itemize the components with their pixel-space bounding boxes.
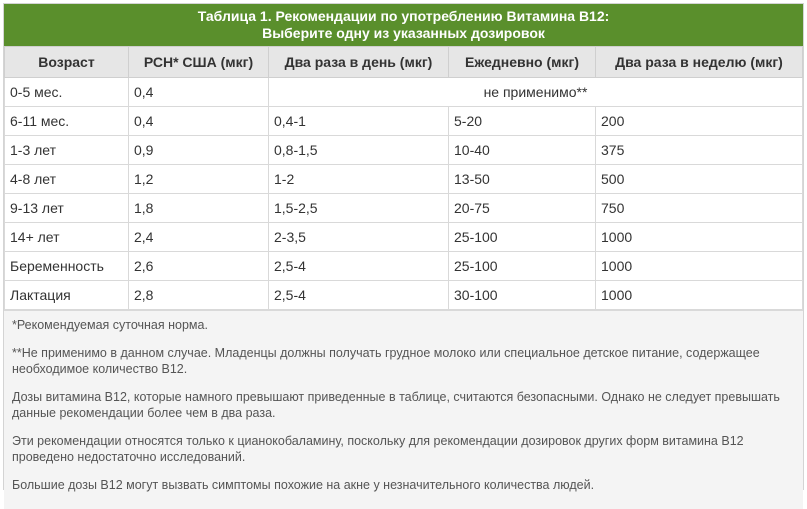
table-row bbox=[5, 78, 803, 107]
cell-twice-daily: 1,5-2,5 bbox=[269, 194, 449, 223]
header-age: Возраст bbox=[5, 47, 129, 78]
header-daily: Ежедневно (мкг) bbox=[449, 47, 596, 78]
cell-twice-weekly: 200 bbox=[596, 107, 803, 136]
cell-twice-daily: 0,8-1,5 bbox=[269, 136, 449, 165]
footnote-acne: Большие дозы В12 могут вызвать симптомы похожие на акне у незначительного количества людей. bbox=[12, 478, 595, 492]
cell-twice-weekly: 1000 bbox=[596, 252, 803, 281]
footnote-not-applicable: **Не применимо в данном случае. Младенцы должны получать грудное молоко или специальное детское питание, содержащее необходимое количество В12. bbox=[12, 346, 760, 376]
header-rsn: РСН* США (мкг) bbox=[129, 47, 269, 78]
dosage-table bbox=[4, 46, 803, 310]
table-row bbox=[5, 194, 803, 223]
cell-twice-weekly: 1000 bbox=[596, 281, 803, 310]
cell-rsn: 2,6 bbox=[129, 252, 269, 281]
cell-daily: 30-100 bbox=[449, 281, 596, 310]
cell-twice-weekly: 750 bbox=[596, 194, 803, 223]
cell-twice-weekly: 1000 bbox=[596, 223, 803, 252]
header-twice-weekly: Два раза в неделю (мкг) bbox=[596, 47, 803, 78]
header-twice-daily: Два раза в день (мкг) bbox=[269, 47, 449, 78]
table-row bbox=[5, 107, 803, 136]
table-title-line-1: Таблица 1. Рекомендации по употреблению Витамина В12: bbox=[197, 8, 610, 24]
table-row bbox=[5, 165, 803, 194]
footnote-high-doses-safety: Дозы витамина В12, которые намного превышают приведенные в таблице, считаются безопасными. Однако не следует превышать данные рекомендации более чем в два раза. bbox=[12, 390, 780, 420]
cell-twice-daily: 2-3,5 bbox=[269, 223, 449, 252]
cell-age: 9-13 лет bbox=[5, 194, 129, 223]
footnote-cyanocobalamin: Эти рекомендации относятся только к цианокобаламину, поскольку для рекомендации дозировок других форм витамина В12 проведено недостаточно исследований. bbox=[12, 434, 744, 464]
cell-rsn: 2,4 bbox=[129, 223, 269, 252]
footnote-rsn: *Рекомендуемая суточная норма. bbox=[12, 318, 208, 332]
cell-rsn: 0,4 bbox=[129, 107, 269, 136]
table-title bbox=[4, 4, 803, 46]
footnotes bbox=[4, 310, 803, 509]
table-title-line-2: Выберите одну из указанных дозировок bbox=[262, 25, 545, 41]
cell-daily: 20-75 bbox=[449, 194, 596, 223]
cell-daily: 25-100 bbox=[449, 252, 596, 281]
cell-twice-weekly: 500 bbox=[596, 165, 803, 194]
cell-twice-daily: 0,4-1 bbox=[269, 107, 449, 136]
cell-daily: 10-40 bbox=[449, 136, 596, 165]
cell-age: 0-5 мес. bbox=[5, 78, 129, 107]
cell-age: 4-8 лет bbox=[5, 165, 129, 194]
cell-daily: 5-20 bbox=[449, 107, 596, 136]
cell-not-applicable: не применимо** bbox=[269, 78, 803, 107]
table-row bbox=[5, 281, 803, 310]
cell-twice-daily: 2,5-4 bbox=[269, 281, 449, 310]
cell-daily: 13-50 bbox=[449, 165, 596, 194]
cell-rsn: 1,2 bbox=[129, 165, 269, 194]
cell-twice-daily: 2,5-4 bbox=[269, 252, 449, 281]
cell-age: 14+ лет bbox=[5, 223, 129, 252]
cell-rsn: 2,8 bbox=[129, 281, 269, 310]
cell-age: 6-11 мес. bbox=[5, 107, 129, 136]
cell-twice-daily: 1-2 bbox=[269, 165, 449, 194]
table-row bbox=[5, 252, 803, 281]
cell-age: Лактация bbox=[5, 281, 129, 310]
cell-rsn: 1,8 bbox=[129, 194, 269, 223]
cell-age: Беременность bbox=[5, 252, 129, 281]
table-row bbox=[5, 223, 803, 252]
vitamin-b12-table-card bbox=[3, 3, 804, 490]
table-header-row bbox=[5, 47, 803, 78]
cell-twice-weekly: 375 bbox=[596, 136, 803, 165]
cell-rsn: 0,9 bbox=[129, 136, 269, 165]
table-row bbox=[5, 136, 803, 165]
cell-daily: 25-100 bbox=[449, 223, 596, 252]
cell-rsn: 0,4 bbox=[129, 78, 269, 107]
cell-age: 1-3 лет bbox=[5, 136, 129, 165]
